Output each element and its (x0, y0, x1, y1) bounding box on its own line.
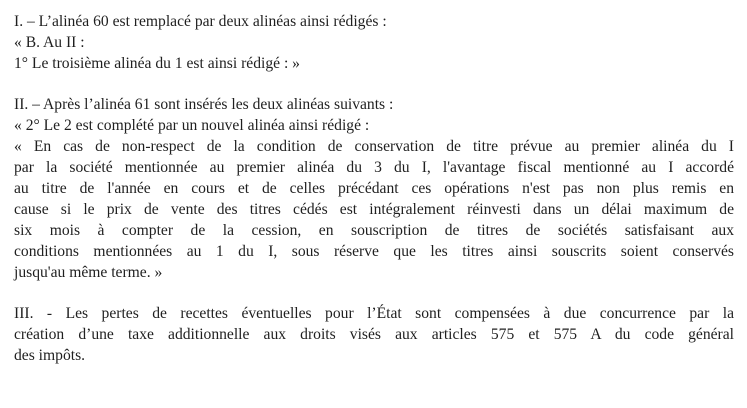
paragraph-gap (14, 283, 734, 303)
section-one-line-1: I. – L’alinéa 60 est remplacé par deux alinéas ainsi rédigés : (14, 13, 387, 30)
paragraph-gap (14, 74, 734, 94)
section-three-line-2: création d’une taxe additionnelle aux droits visés aux articles 575 et 575 A du code général (14, 326, 734, 343)
quote-line-2: par la société mentionnée au premier alinéa du 3 du I, l'avantage fiscal mentionné au I accordé (14, 159, 734, 176)
section-two-line-1: II. – Après l’alinéa 61 sont insérés les deux alinéas suivants : (14, 96, 394, 113)
section-three-last-line: des impôts. (14, 347, 86, 364)
quote-line-3: au titre de l'année en cours et de celles précédant ces opérations n'est pas non plus remis en (14, 180, 734, 197)
section-three (14, 303, 734, 366)
section-one-line-2: « B. Au II : (14, 34, 85, 51)
amendment-document (14, 11, 734, 366)
section-three-line-1: III. - Les pertes de recettes éventuelles pour l’État sont compensées à due concurrence par la (14, 305, 734, 322)
quote-line-6: conditions mentionnées au 1 du I, sous réserve que les titres ainsi souscrits soient conservés (14, 243, 734, 260)
section-two-line-2: « 2° Le 2 est complété par un nouvel alinéa ainsi rédigé : (14, 117, 370, 134)
section-one (14, 11, 734, 74)
quote-line-4: cause si le prix de vente des titres cédés est intégralement réinvesti dans un délai maximum de (14, 201, 734, 218)
quote-line-5: six mois à compter de la cession, en souscription de titres de sociétés satisfaisant aux (14, 222, 734, 239)
section-two (14, 94, 734, 283)
section-one-line-3: 1° Le troisième alinéa du 1 est ainsi rédigé : » (14, 55, 300, 72)
quote-last-line: jusqu'au même terme. » (14, 264, 163, 281)
quote-line-1: « En cas de non-respect de la condition de conservation de titre prévue au premier alinéa du I (14, 138, 734, 155)
